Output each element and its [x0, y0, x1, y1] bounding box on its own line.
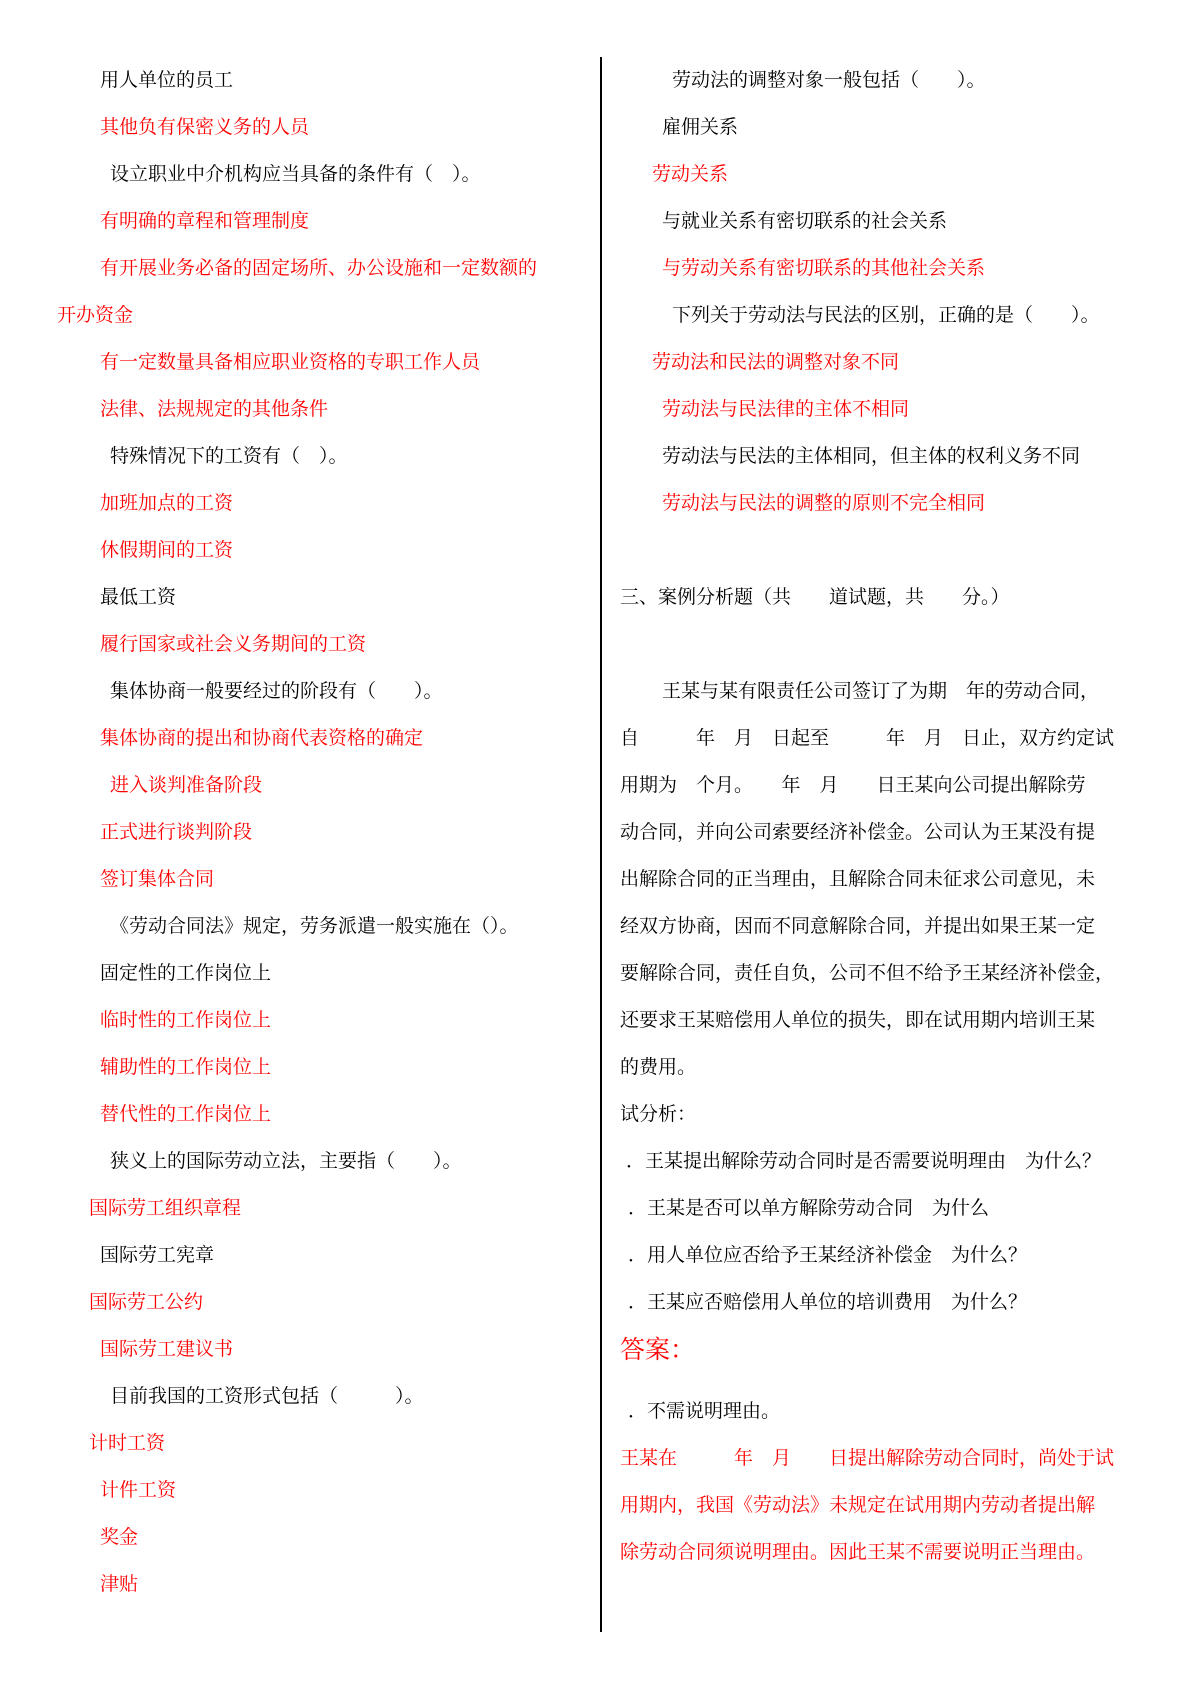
answer-line: 正式进行谈判阶段 — [100, 821, 253, 843]
analysis-question: ．王某是否可以单方解除劳动合同 为什么 — [628, 1197, 990, 1219]
analysis-question: ．王某应否赔偿用人单位的培训费用 为什么？ — [628, 1291, 1028, 1313]
analysis-question: ．王某提出解除劳动合同时是否需要说明理由 为什么？ — [626, 1150, 1102, 1172]
question-line: 劳动法的调整对象一般包括（ ）。 — [672, 69, 986, 91]
answer-line: 国际劳工组织章程 — [89, 1197, 242, 1219]
text-line: 用人单位的员工 — [100, 69, 234, 91]
answer-explanation-line: 用期内，我国《劳动法》未规定在试用期内劳动者提出解 — [620, 1494, 1096, 1516]
answer-line: 履行国家或社会义务期间的工资 — [100, 633, 367, 655]
case-paragraph-line: 自 年 月 日起至 年 月 日止，双方约定试 — [620, 727, 1115, 749]
case-paragraph-line: 动合同，并向公司索要经济补偿金。公司认为王某没有提 — [620, 821, 1096, 843]
text-line: 国际劳工宪章 — [100, 1244, 215, 1266]
answer-line: 津贴 — [100, 1573, 139, 1595]
case-paragraph-line: 王某与某有限责任公司签订了为期 年的劳动合同， — [662, 680, 1100, 702]
answer-line: 劳动法与民法的调整的原则不完全相同 — [662, 492, 986, 514]
answer-line: 劳动法和民法的调整对象不同 — [652, 351, 900, 373]
answer-line: 劳动法与民法律的主体不相同 — [662, 398, 910, 420]
case-paragraph-line: 要解除合同，责任自负，公司不但不给予王某经济补偿金， — [620, 962, 1115, 984]
answer-line: 法律、法规规定的其他条件 — [100, 398, 329, 420]
analysis-question: ．用人单位应否给予王某经济补偿金 为什么？ — [628, 1244, 1028, 1266]
answer-line: 有开展业务必备的固定场所、办公设施和一定数额的 — [100, 257, 538, 279]
case-paragraph-line: 出解除合同的正当理由，且解除合同未征求公司意见，未 — [620, 868, 1096, 890]
answer-line: 奖金 — [100, 1526, 139, 1548]
answer-line: 辅助性的工作岗位上 — [100, 1056, 272, 1078]
case-paragraph-line: 经双方协商，因而不同意解除合同，并提出如果王某一定 — [620, 915, 1096, 937]
text-line: 雇佣关系 — [662, 116, 739, 138]
question-line: 狭义上的国际劳动立法，主要指（ ）。 — [110, 1150, 462, 1172]
answer-heading: 答案： — [620, 1335, 696, 1364]
analysis-label: 试分析： — [620, 1103, 697, 1125]
section-heading: 三、案例分析题（共 道试题，共 分。） — [620, 586, 1010, 608]
answer-line: 开办资金 — [57, 304, 134, 326]
answer-explanation-line: 王某在 年 月 日提出解除劳动合同时，尚处于试 — [620, 1447, 1115, 1469]
question-line: 下列关于劳动法与民法的区别，正确的是（ ）。 — [672, 304, 1100, 326]
text-line: 劳动法与民法的主体相同，但主体的权利义务不同 — [662, 445, 1081, 467]
answer-line: 国际劳工公约 — [89, 1291, 204, 1313]
question-line: 特殊情况下的工资有（ ）。 — [110, 445, 348, 467]
column-divider — [600, 57, 602, 1632]
answer-line: 进入谈判准备阶段 — [110, 774, 263, 796]
question-line: 《劳动合同法》规定，劳务派遣一般实施在（）。 — [110, 915, 519, 937]
case-paragraph-line: 的费用。 — [620, 1056, 697, 1078]
answer-explanation-line: 除劳动合同须说明理由。因此王某不需要说明正当理由。 — [620, 1541, 1096, 1563]
answer-line: 劳动关系 — [652, 163, 729, 185]
case-paragraph-line: 还要求王某赔偿用人单位的损失，即在试用期内培训王某 — [620, 1009, 1096, 1031]
answer-line: 其他负有保密义务的人员 — [100, 116, 310, 138]
answer-line: 与劳动关系有密切联系的其他社会关系 — [662, 257, 986, 279]
answer-line: 替代性的工作岗位上 — [100, 1103, 272, 1125]
case-paragraph-line: 用期为 个月。 年 月 日王某向公司提出解除劳 — [620, 774, 1086, 796]
answer-line: 国际劳工建议书 — [100, 1338, 234, 1360]
answer-line: 休假期间的工资 — [100, 539, 234, 561]
answer-line: 临时性的工作岗位上 — [100, 1009, 272, 1031]
answer-line: 集体协商的提出和协商代表资格的确定 — [100, 727, 424, 749]
answer-line: 计件工资 — [100, 1479, 177, 1501]
answer-line: 签订集体合同 — [100, 868, 215, 890]
answer-line: 有一定数量具备相应职业资格的专职工作人员 — [100, 351, 481, 373]
answer-point: ．不需说明理由。 — [628, 1400, 781, 1422]
answer-line: 计时工资 — [89, 1432, 166, 1454]
text-line: 最低工资 — [100, 586, 177, 608]
question-line: 目前我国的工资形式包括（ ）。 — [110, 1385, 424, 1407]
question-line: 设立职业中介机构应当具备的条件有（ ）。 — [110, 163, 481, 185]
text-line: 与就业关系有密切联系的社会关系 — [662, 210, 948, 232]
answer-line: 有明确的章程和管理制度 — [100, 210, 310, 232]
question-line: 集体协商一般要经过的阶段有（ ）。 — [110, 680, 443, 702]
text-line: 固定性的工作岗位上 — [100, 962, 272, 984]
answer-line: 加班加点的工资 — [100, 492, 234, 514]
